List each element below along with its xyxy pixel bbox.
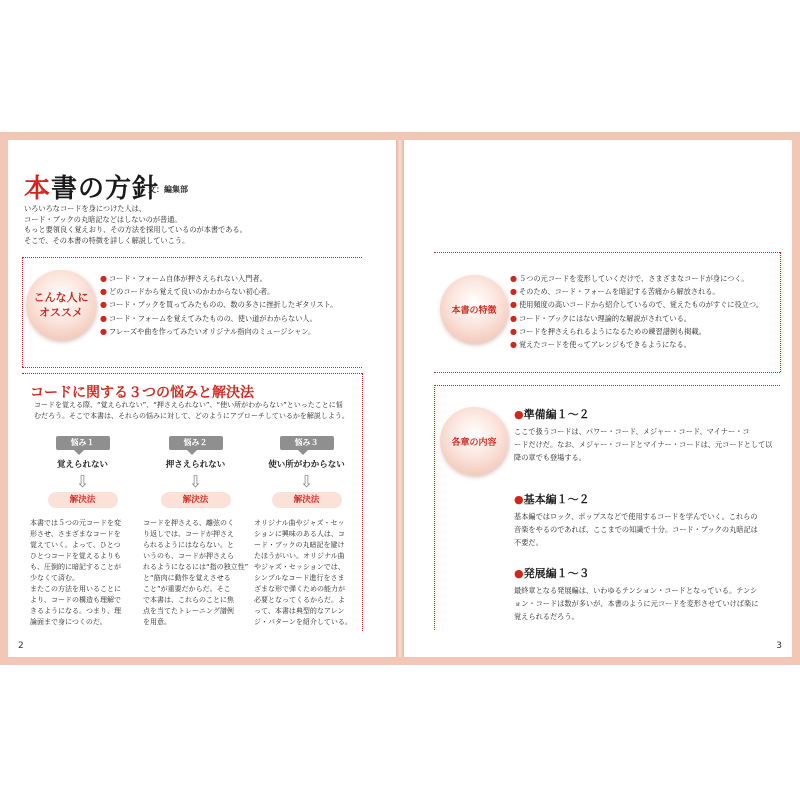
list-item-text: コードを押さえられるようになるための練習譜例も掲載。	[518, 326, 706, 336]
left-page	[8, 140, 396, 657]
text-line: ションに興味のある人は、コ	[254, 530, 345, 538]
list-item-text: コード・ブックにはない理論的な解説がされている。	[518, 313, 691, 323]
page-number: 2	[18, 641, 24, 651]
page-number: 3	[776, 641, 782, 651]
chapter-block	[514, 406, 782, 464]
chapter-block	[514, 491, 782, 549]
problem-column	[143, 436, 248, 628]
list-item-text: そのため、コード・フォームを暗記する苦痛から解放される。	[518, 287, 720, 297]
book-spread	[0, 132, 800, 665]
bullet-icon: ●	[510, 340, 517, 350]
recommend-badge	[26, 270, 96, 340]
chapter-block	[514, 565, 782, 623]
divider	[22, 367, 362, 368]
text-line: いうのも、コードが押さえら	[143, 552, 234, 560]
list-item	[510, 325, 763, 338]
divider	[22, 373, 362, 374]
recommend-label-line: オススメ	[39, 306, 83, 319]
features-label: 本書の特徴	[451, 305, 497, 316]
intro-text	[24, 204, 324, 246]
bullet-icon: ●	[100, 287, 107, 297]
list-item-text: コード・フォーム自体が押さえられない入門者。	[108, 274, 267, 283]
problem-text	[30, 518, 135, 628]
problem-column	[30, 436, 135, 628]
text-line: 本書では５つの元コードを変	[30, 519, 121, 527]
text-line: られるようにはならない。と	[143, 541, 234, 549]
text-line: ードだけだ。なお、メジャー・コードとマイナー・コードは、元コードとして以	[514, 440, 773, 449]
text-line: 音楽をやるのであれば、ここまでの知識で十分。コード・ブックの丸暗記は	[514, 525, 758, 534]
text-line: で本書は、これらのことに焦	[143, 596, 234, 604]
text-line: 点を当てたトレーニング譜例	[143, 607, 234, 615]
bullet-icon: ●	[100, 274, 107, 283]
text-line: またこの方法を用いることに	[30, 585, 121, 593]
chapter-title-text: 準備編１～２	[523, 408, 590, 421]
divider	[434, 252, 780, 253]
list-item	[510, 338, 763, 351]
text-line: 必要となってくるからだ。よ	[254, 596, 345, 604]
problem-tag: 悩み３	[280, 436, 334, 450]
list-item-text: コード・ブックを買ってみたものの、数の多さに挫折したギタリスト。	[108, 300, 338, 310]
byline: 文：編集部	[148, 185, 188, 194]
chapter-title-text: 基本編１～２	[523, 493, 590, 506]
arrow-down-icon: ⇩	[75, 472, 90, 491]
solution-label: 解決法	[161, 492, 231, 508]
text-line: り返しでは、コードが押さえ	[143, 530, 234, 538]
text-line: シンプルなコード進行をさま	[254, 574, 345, 582]
list-item	[100, 325, 337, 338]
chapter-text	[514, 425, 782, 464]
arrow-down-icon: ⇩	[299, 472, 314, 491]
intro-line: コード・ブックの丸暗記などはしないのが普通。	[24, 214, 182, 224]
right-page	[404, 140, 792, 657]
bullet-icon: ●	[100, 313, 107, 323]
text-line: ここで扱うコードは、パワー・コード、メジャー・コード、マイナー・コ	[514, 427, 750, 436]
contents-badge	[440, 407, 508, 475]
list-item-text: どのコードから覚えて良いのかわからない初心者。	[108, 287, 275, 297]
bullet-icon: ●	[514, 493, 524, 506]
bullet-icon: ●	[510, 287, 517, 297]
text-line: きるようになる。つまり、理	[30, 607, 121, 615]
list-item	[100, 298, 337, 311]
list-item	[100, 285, 337, 298]
list-item	[100, 312, 337, 325]
recommend-label-line: こんな人に	[33, 291, 89, 304]
text-line: ード・ブックの丸暗記を避け	[254, 541, 345, 549]
chapter-text	[514, 510, 782, 549]
solution-label: 解決法	[48, 492, 118, 508]
problem-tag: 悩み１	[56, 436, 110, 450]
text-line: 少なくて済む。	[30, 574, 79, 582]
list-item	[510, 312, 763, 325]
problem-tag: 悩み２	[169, 436, 223, 450]
list-item	[510, 285, 763, 298]
problem-title: 押さえられない	[165, 460, 226, 470]
problem-text	[254, 518, 359, 628]
text-line: ざまな形で弾くための能力が	[254, 585, 345, 593]
list-item-text: 覚えたコードを使ってアレンジもできるようになる。	[518, 340, 691, 350]
text-line: 論面まで身につくのだ。	[30, 618, 107, 626]
title-rest: 書の方針	[51, 174, 160, 204]
text-line: 形させ、さまざまなコードを	[30, 530, 121, 538]
text-line: 降の章でも登場する。	[514, 453, 586, 462]
divider	[434, 372, 780, 373]
problem-title: 覚えられない	[56, 460, 108, 470]
list-item-text: ５つの元コードを変形していくだけで、さまざまなコードが身につく。	[518, 274, 749, 283]
problem-title: 使い所がわからない	[268, 460, 345, 470]
text-line: コードを押さえる、離弦のく	[143, 519, 234, 527]
bullet-icon: ●	[100, 300, 107, 310]
chapter-title	[514, 565, 782, 581]
intro-line: いろいろなコードを身につけた人は、	[24, 204, 147, 213]
bullet-icon: ●	[510, 313, 517, 323]
section-subtitle	[34, 400, 374, 422]
divider	[22, 257, 23, 367]
text-line: 覚えていく。よって、ひとつ	[30, 541, 121, 549]
contents-label: 各章の内容	[451, 437, 497, 448]
list-item-text: フレーズや曲を作ってみたいオリジナル指向のミュージシャン。	[108, 326, 316, 336]
bullet-icon: ●	[510, 326, 517, 336]
section-sub-line: むだろう。そこで本書は、それらの悩みに対して、どのようにアプローチしているかを解説しよう。	[34, 412, 349, 420]
text-line: オリジナル曲やジャズ・セッ	[254, 519, 345, 527]
section-title: コードに関する３つの悩みと解決法	[30, 385, 254, 401]
text-line: れるようになるには“指の独立性”	[143, 563, 249, 571]
list-item-text: コード・フォームを覚えてみたものの、使い道がわからない人。	[108, 313, 317, 323]
solution-label: 解決法	[272, 492, 342, 508]
divider	[22, 257, 362, 258]
intro-line: そこで、その本書の特徴を詳しく解説していこう。	[24, 235, 190, 245]
text-line: 基本編ではロック、ポップスなどで使用するコードを学んでいく。これらの	[514, 512, 758, 521]
chapter-title-text: 発展編１～３	[523, 567, 590, 580]
text-line: 不要だ。	[514, 538, 543, 547]
text-line: と“筋肉に動作を覚えさせる	[143, 574, 231, 582]
bullet-icon: ●	[510, 300, 517, 310]
intro-line: もっと要領良く覚えおり、その方法を採用しているのが本書である。	[24, 225, 247, 234]
text-line: ジ・パターンを紹介している。	[254, 618, 352, 626]
problem-column	[254, 436, 359, 628]
book-gutter	[396, 140, 404, 657]
text-line: って、本書は典型的なアレン	[254, 607, 345, 615]
bullet-icon: ●	[510, 274, 517, 283]
text-line: も、圧倒的に暗記することが	[30, 563, 121, 571]
text-line: やジャズ・セッションでは、	[254, 563, 345, 571]
text-line: 覚えられるだろう。	[514, 612, 579, 621]
features-list	[510, 272, 763, 351]
bullet-icon: ●	[100, 326, 107, 336]
divider	[434, 385, 435, 630]
list-item-text: 使用頻度の高いコードから紹介しているので、覚えたものがすぐに役立つ。	[518, 300, 763, 310]
text-line: たほうがいい。オリジナル曲	[254, 552, 345, 560]
list-item	[510, 298, 763, 311]
problem-text	[143, 518, 248, 628]
text-line: を用意。	[143, 618, 171, 626]
list-item	[100, 272, 337, 285]
text-line: より、コードの構造も理解で	[30, 596, 121, 604]
text-line: こと”が重要だからだ。そこ	[143, 585, 231, 593]
bullet-icon: ●	[514, 408, 524, 421]
divider	[780, 252, 781, 372]
chapter-text	[514, 584, 782, 623]
chapter-title	[514, 491, 782, 507]
list-item	[510, 272, 763, 285]
text-line: ョン・コードは数が多いが、本書のように元コードを変形させていけば楽に	[514, 599, 759, 608]
features-badge	[440, 275, 508, 343]
page-title	[24, 168, 159, 205]
arrow-down-icon: ⇩	[188, 472, 203, 491]
divider	[434, 385, 780, 386]
section-sub-line: コードを覚える際、“覚えられない”、“押さえられない”、“使い所がわからない”といったことに悩	[34, 401, 343, 409]
chapter-title	[514, 406, 782, 422]
recommend-list	[100, 272, 337, 338]
bullet-icon: ●	[514, 567, 524, 580]
text-line: 最終章となる発展編は、いわゆるテンション・コードとなっている。テンシ	[514, 586, 758, 595]
title-accent-char: 本	[24, 174, 52, 204]
text-line: ひとつコードを覚えるよりも	[30, 552, 121, 560]
